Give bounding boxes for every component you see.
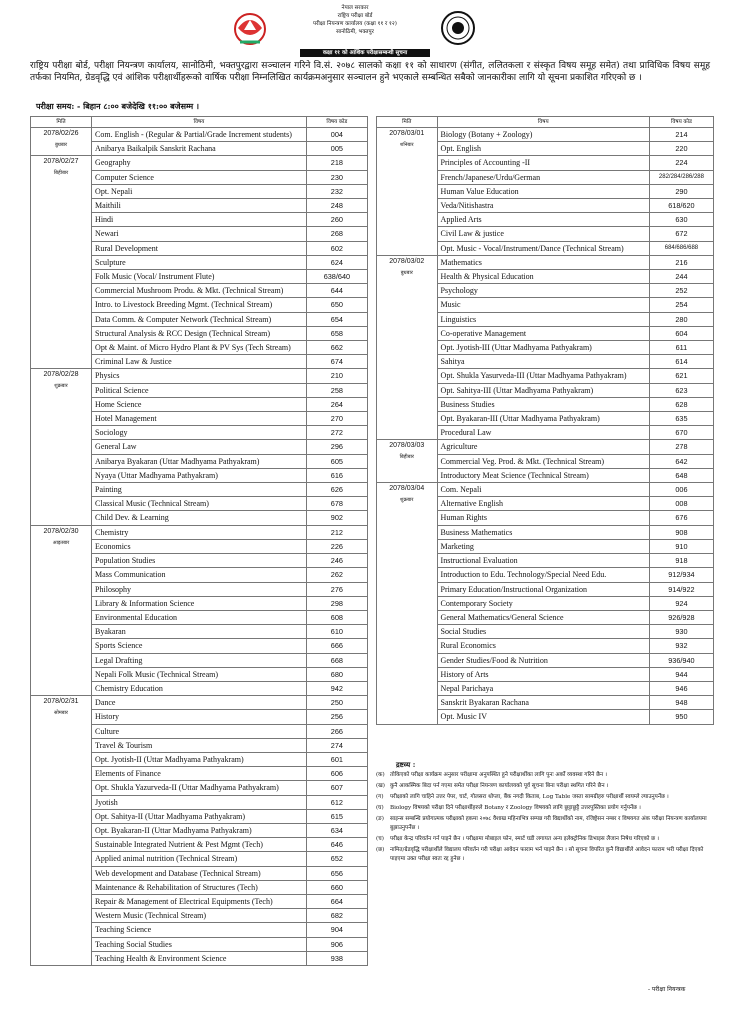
note-item: [376, 771, 711, 780]
subject-code: 656: [306, 866, 367, 880]
subject-code: 004: [306, 128, 367, 142]
schedule-table-right: [376, 116, 714, 725]
note-item: [376, 804, 711, 813]
subject-name: Opt. Byakaran-II (Uttar Madhyama Pathyakram): [92, 823, 307, 837]
subject-name: Opt. Jyotish-III (Uttar Madhyama Pathyakram): [437, 341, 649, 355]
subject-name: French/Japanese/Urdu/German: [437, 170, 649, 184]
notes-section: [376, 760, 711, 864]
table-row: [31, 696, 368, 710]
subject-code: 946: [649, 681, 713, 695]
subject-name: Jyotish: [92, 795, 307, 809]
note-item: [376, 835, 711, 844]
subject-code: 906: [306, 937, 367, 951]
subject-code: 218: [306, 156, 367, 170]
subject-name: Civil Law & justice: [437, 227, 649, 241]
subject-name: Human Rights: [437, 511, 649, 525]
subject-name: Elements of Finance: [92, 767, 307, 781]
subject-name: Travel & Tourism: [92, 738, 307, 752]
subject-code: 602: [306, 241, 367, 255]
subject-name: Home Science: [92, 397, 307, 411]
col-code: विषय कोड: [306, 117, 367, 128]
subject-code: 232: [306, 184, 367, 198]
subject-code: 652: [306, 852, 367, 866]
subject-code: 006: [649, 483, 713, 497]
table-row: [377, 255, 714, 269]
subject-name: Opt. Byakaran-III (Uttar Madhyama Pathyakram): [437, 412, 649, 426]
subject-name: Hindi: [92, 213, 307, 227]
exam-date: 2078/02/27: [43, 158, 79, 166]
subject-name: Teaching Social Studies: [92, 937, 307, 951]
org-header: [270, 4, 440, 36]
subject-name: Introductory Meat Science (Technical Stream): [437, 468, 649, 482]
header: [0, 0, 730, 62]
subject-name: Data Comm. & Computer Network (Technical Stream): [92, 312, 307, 326]
table-header-row: [377, 117, 714, 128]
subject-code: 678: [306, 497, 367, 511]
subject-code: 262: [306, 568, 367, 582]
exam-date-cell: [377, 440, 438, 483]
subject-code: 646: [306, 838, 367, 852]
subject-name: Economics: [92, 539, 307, 553]
org-line-1: नेपाल सरकार: [341, 5, 369, 11]
exam-date-cell: [31, 369, 92, 525]
subject-code: 662: [306, 341, 367, 355]
subject-name: Procedural Law: [437, 426, 649, 440]
subject-name: Com. Nepali: [437, 483, 649, 497]
note-item: [376, 782, 711, 791]
subject-name: Sanskrit Byakaran Rachana: [437, 696, 649, 710]
subject-code: 260: [306, 213, 367, 227]
subject-code: 654: [306, 312, 367, 326]
subject-name: Mass Communication: [92, 568, 307, 582]
subject-name: Introduction to Edu. Technology/Special Need Edu.: [437, 568, 649, 582]
subject-code: 902: [306, 511, 367, 525]
exam-date: 2078/02/28: [43, 371, 79, 379]
subject-name: Veda/Nitishastra: [437, 199, 649, 213]
subject-name: Alternative English: [437, 497, 649, 511]
subject-name: Rural Development: [92, 241, 307, 255]
board-seal-icon: [440, 10, 476, 46]
subject-name: Opt. Nepali: [92, 184, 307, 198]
subject-name: Applied animal nutrition (Technical Stream): [92, 852, 307, 866]
subject-code: 614: [649, 355, 713, 369]
subject-code: 210: [306, 369, 367, 383]
exam-weekday: बिहीबार: [53, 170, 69, 177]
subject-name: Library & Information Science: [92, 596, 307, 610]
subject-name: Opt. Shukla Yasurveda-III (Uttar Madhyama Pathyakram): [437, 369, 649, 383]
subject-name: Repair & Management of Electrical Equipments (Tech): [92, 894, 307, 908]
subject-code: 252: [649, 284, 713, 298]
notes-heading: द्रष्टव्य :: [396, 760, 416, 769]
subject-name: Web development and Database (Technical Stream): [92, 866, 307, 880]
org-line-2: राष्ट्रिय परीक्षा बोर्ड: [337, 13, 373, 19]
table-row: [31, 525, 368, 539]
subject-code: 926/928: [649, 610, 713, 624]
subject-name: Principles of Accounting -II: [437, 156, 649, 170]
subject-code: 276: [306, 582, 367, 596]
subject-name: Biology (Botany + Zoology): [437, 128, 649, 142]
subject-code: 666: [306, 639, 367, 653]
subject-code: 607: [306, 781, 367, 795]
subject-code: 914/922: [649, 582, 713, 596]
subject-code: 216: [649, 255, 713, 269]
note-text: साइन्स सम्बन्धि प्रयोगात्मक परीक्षाको हकमा २०७८ वैशाख महिनाभित्र सम्पन्न गरी विद्यार्थीको नाम, रजिष्ट्रेसन नम्बर र विषयगत अंक परीक्षा नियन्त्रण कार्यालयमा बुझाउनुपर्नेछ ।: [390, 816, 707, 831]
subject-name: Primary Education/Instructional Organization: [437, 582, 649, 596]
subject-code: 912/934: [649, 568, 713, 582]
subject-code: 254: [649, 298, 713, 312]
note-marker: (ग): [376, 794, 384, 800]
col-code: विषय कोड: [649, 117, 713, 128]
subject-name: Applied Arts: [437, 213, 649, 227]
subject-name: Mathematics: [437, 255, 649, 269]
subject-name: Contemporary Society: [437, 596, 649, 610]
subject-code: 932: [649, 639, 713, 653]
schedule-table-left: [30, 116, 368, 966]
signature: - परीक्षा नियन्त्रक: [648, 986, 686, 993]
subject-code: 904: [306, 923, 367, 937]
exam-date: 2078/03/03: [389, 442, 425, 450]
subject-name: Chemistry: [92, 525, 307, 539]
exam-weekday: बिहीबार: [399, 454, 414, 461]
exam-date: 2078/02/26: [43, 130, 79, 137]
note-marker: (घ): [376, 805, 384, 811]
subject-code: 212: [306, 525, 367, 539]
col-date: मिति: [31, 117, 92, 128]
subject-name: Health & Physical Education: [437, 270, 649, 284]
subject-code: 618/620: [649, 199, 713, 213]
subject-code: 621: [649, 369, 713, 383]
subject-name: Hotel Management: [92, 412, 307, 426]
subject-code: 942: [306, 681, 367, 695]
subject-name: Criminal Law & Justice: [92, 355, 307, 369]
notice-title: कक्षा ११ को आंशिक परीक्षासम्बन्धी सूचना: [300, 49, 430, 57]
subject-name: Byakaran: [92, 625, 307, 639]
subject-name: Agriculture: [437, 440, 649, 454]
subject-code: 608: [306, 610, 367, 624]
subject-code: 638/640: [306, 270, 367, 284]
subject-code: 258: [306, 383, 367, 397]
exam-weekday: शुक्रबार: [54, 383, 68, 390]
subject-name: Legal Drafting: [92, 653, 307, 667]
note-item: [376, 815, 711, 833]
note-marker: (च): [376, 836, 384, 842]
subject-code: 244: [649, 270, 713, 284]
subject-code: 680: [306, 667, 367, 681]
subject-name: Opt. Music IV: [437, 710, 649, 724]
subject-name: Political Science: [92, 383, 307, 397]
subject-code: 601: [306, 752, 367, 766]
subject-code: 908: [649, 525, 713, 539]
subject-code: 628: [649, 397, 713, 411]
subject-name: Teaching Health & Environment Science: [92, 951, 307, 965]
subject-code: 256: [306, 710, 367, 724]
subject-code: 226: [306, 539, 367, 553]
subject-code: 918: [649, 554, 713, 568]
subject-name: Sculpture: [92, 255, 307, 269]
subject-name: Nyaya (Uttar Madhyama Pathyakram): [92, 468, 307, 482]
subject-code: 264: [306, 397, 367, 411]
subject-name: Opt. Jyotish-II (Uttar Madhyama Pathyakram): [92, 752, 307, 766]
subject-name: History of Arts: [437, 667, 649, 681]
subject-code: 298: [306, 596, 367, 610]
subject-code: 611: [649, 341, 713, 355]
subject-code: 950: [649, 710, 713, 724]
subject-code: 274: [306, 738, 367, 752]
subject-name: Newari: [92, 227, 307, 241]
notes-list: [376, 771, 711, 864]
subject-code: 670: [649, 426, 713, 440]
table-row: [377, 128, 714, 142]
exam-date: 2078/02/31: [43, 698, 79, 706]
subject-code: 282/284/286/288: [649, 170, 713, 184]
note-item: [376, 793, 711, 802]
subject-code: 224: [649, 156, 713, 170]
subject-code: 630: [649, 213, 713, 227]
exam-date-cell: [31, 525, 92, 695]
subject-name: Culture: [92, 724, 307, 738]
col-date: मिति: [377, 117, 438, 128]
note-text: कुनै आकस्मिक बिदा पर्न गएमा समेत परीक्षा नियन्त्रण कार्यालयको पूर्व सूचना बिना परीक्षा स्थगित गरिने छैन ।: [390, 783, 609, 789]
subject-code: 270: [306, 412, 367, 426]
subject-code: 280: [649, 312, 713, 326]
col-subject: विषय: [437, 117, 649, 128]
subject-name: Nepal Parichaya: [437, 681, 649, 695]
subject-name: Instructional Evaluation: [437, 554, 649, 568]
subject-code: 648: [649, 468, 713, 482]
subject-name: Classical Music (Technical Stream): [92, 497, 307, 511]
subject-name: Opt & Maint. of Micro Hydro Plant & PV Sys (Tech Stream): [92, 341, 307, 355]
subject-code: 616: [306, 468, 367, 482]
subject-code: 266: [306, 724, 367, 738]
nepal-emblem-icon: [230, 8, 270, 48]
exam-weekday: बुधबार: [400, 269, 413, 276]
table-row: [377, 440, 714, 454]
subject-name: Com. English - (Regular & Partial/Grade Increment students): [92, 128, 307, 142]
subject-name: Psychology: [437, 284, 649, 298]
subject-code: 606: [306, 767, 367, 781]
subject-name: Philosophy: [92, 582, 307, 596]
subject-name: Rural Economics: [437, 639, 649, 653]
note-text: परीक्षाको लागि चाहिने उत्तर पेपर, चार्ट, गोलसरा थोप्ला, बैंक नगदी किताब, Log Table जस्ता सामग्रीहरु परीक्षार्थी स्वयम्ले ल्याउनुपर्नेछ ।: [390, 794, 669, 800]
exam-date-cell: [31, 696, 92, 966]
subject-code: 938: [306, 951, 367, 965]
subject-code: 268: [306, 227, 367, 241]
exam-weekday: बुधबार: [54, 142, 68, 148]
subject-code: 635: [649, 412, 713, 426]
subject-code: 668: [306, 653, 367, 667]
note-text: Biology विषयको परीक्षा दिने परीक्षार्थीहरुले Botany र Zoology विषयको लागि छुट्टाछुट्टै उत्तरपुस्तिका प्रयोग गर्नुपर्नेछ ।: [390, 805, 641, 811]
subject-name: Dance: [92, 696, 307, 710]
subject-code: 610: [306, 625, 367, 639]
subject-name: Western Music (Technical Stream): [92, 909, 307, 923]
subject-code: 660: [306, 880, 367, 894]
subject-code: 644: [306, 284, 367, 298]
subject-code: 296: [306, 440, 367, 454]
subject-name: Commercial Mushroom Produ. & Mkt. (Technical Stream): [92, 284, 307, 298]
exam-weekday: सोमबार: [54, 710, 68, 717]
note-item: [376, 846, 711, 864]
subject-name: Chemistry Education: [92, 681, 307, 695]
subject-name: Maintenance & Rehabilitation of Structures (Tech): [92, 880, 307, 894]
subject-name: Business Mathematics: [437, 525, 649, 539]
note-text: तोकिएको परीक्षा कार्यक्रम अनुसार परीक्षामा अनुपस्थित हुने परीक्षार्थीका लागि पुनः अर्को व्यवस्था गरिने छैन ।: [390, 772, 607, 778]
subject-code: 944: [649, 667, 713, 681]
subject-name: Sahitya: [437, 355, 649, 369]
subject-name: Painting: [92, 483, 307, 497]
subject-code: 248: [306, 199, 367, 213]
subject-name: Intro. to Livestock Breeding Mgmt. (Technical Stream): [92, 298, 307, 312]
subject-name: Opt. Sahitya-III (Uttar Madhyama Pathyakram): [437, 383, 649, 397]
subject-name: Maithili: [92, 199, 307, 213]
subject-code: 672: [649, 227, 713, 241]
table-header-row: [31, 117, 368, 128]
subject-name: Opt. English: [437, 142, 649, 156]
exam-date: 2078/03/01: [389, 130, 425, 137]
note-marker: (ख): [376, 783, 385, 789]
subject-name: Folk Music (Vocal/ Instrument Flute): [92, 270, 307, 284]
exam-weekday: आइतबार: [52, 539, 70, 546]
subject-name: Gender Studies/Food & Nutrition: [437, 653, 649, 667]
subject-name: Computer Science: [92, 170, 307, 184]
subject-code: 278: [649, 440, 713, 454]
exam-date-cell: [377, 128, 438, 256]
subject-code: 214: [649, 128, 713, 142]
subject-name: Opt. Shukla Yazurveda-II (Uttar Madhyama Pathyakram): [92, 781, 307, 795]
exam-timing: परीक्षा समय: - बिहान ८:०० बजेदेखि ११:०० बजेसम्म ।: [36, 101, 199, 111]
subject-name: History: [92, 710, 307, 724]
subject-code: 682: [306, 909, 367, 923]
table-row: [31, 156, 368, 170]
subject-name: General Law: [92, 440, 307, 454]
subject-code: 623: [649, 383, 713, 397]
subject-code: 924: [649, 596, 713, 610]
subject-code: 910: [649, 539, 713, 553]
note-marker: (ङ): [376, 816, 384, 822]
exam-date-cell: [377, 483, 438, 724]
subject-code: 290: [649, 184, 713, 198]
subject-code: 246: [306, 554, 367, 568]
subject-code: 650: [306, 298, 367, 312]
exam-date: 2078/03/02: [389, 257, 425, 265]
subject-code: 624: [306, 255, 367, 269]
note-marker: (क): [376, 772, 385, 778]
table-row: [31, 369, 368, 383]
subject-code: 604: [649, 326, 713, 340]
exam-weekday: शुक्रबार: [400, 497, 414, 504]
subject-name: General Mathematics/General Science: [437, 610, 649, 624]
subject-name: Linguistics: [437, 312, 649, 326]
col-subject: विषय: [92, 117, 307, 128]
subject-code: 612: [306, 795, 367, 809]
subject-code: 676: [649, 511, 713, 525]
note-text: नामित/ग्रेडवृद्धि परीक्षार्थीले विद्यालय परिवर्तन गरी परीक्षा आवेदन फाराम भर्न पाइने छैन । सो सूचना विपरित कुनै विद्यार्थीले आवेदन फाराम भरी परीक्षा दिएको पाइएमा उक्त परीक्षा स्वतः रद्द हुनेछ ।: [390, 847, 704, 862]
org-line-3: परीक्षा नियन्त्रण कार्यालय (कक्षा ११ र १२): [313, 21, 397, 27]
subject-name: Human Value Education: [437, 184, 649, 198]
subject-name: Anibarya Byakaran (Uttar Madhyama Pathyakram): [92, 454, 307, 468]
subject-name: Sports Science: [92, 639, 307, 653]
subject-code: 605: [306, 454, 367, 468]
subject-name: Nepali Folk Music (Technical Stream): [92, 667, 307, 681]
subject-name: Business Studies: [437, 397, 649, 411]
exam-weekday: शनिबार: [399, 142, 414, 148]
table-row: [31, 128, 368, 142]
subject-name: Marketing: [437, 539, 649, 553]
subject-code: 674: [306, 355, 367, 369]
subject-name: Physics: [92, 369, 307, 383]
subject-name: Co-operative Management: [437, 326, 649, 340]
subject-code: 930: [649, 625, 713, 639]
subject-code: 250: [306, 696, 367, 710]
note-text: परीक्षा केन्द्र परिवर्तन गर्न पाइने छैन । परीक्षामा मोबाइल फोन, स्मार्ट घडी लगायत अन्य इलेक्ट्रोनिक डिभाइस लैजान निषेध गरिएको छ ।: [390, 836, 659, 842]
subject-code: 005: [306, 142, 367, 156]
exam-date-cell: [377, 255, 438, 440]
subject-name: Geography: [92, 156, 307, 170]
subject-code: 936/940: [649, 653, 713, 667]
subject-name: Sustainable Integrated Nutrient & Pest Mgmt (Tech): [92, 838, 307, 852]
subject-name: Environmental Education: [92, 610, 307, 624]
subject-name: Commercial Veg. Prod. & Mkt. (Technical Stream): [437, 454, 649, 468]
exam-date-cell: [31, 156, 92, 369]
subject-name: Music: [437, 298, 649, 312]
subject-code: 658: [306, 326, 367, 340]
subject-code: 642: [649, 454, 713, 468]
subject-code: 626: [306, 483, 367, 497]
subject-name: Opt. Music - Vocal/Instrument/Dance (Technical Stream): [437, 241, 649, 255]
subject-name: Opt. Sahitya-II (Uttar Madhyama Pathyakram): [92, 809, 307, 823]
intro-paragraph: राष्ट्रिय परीक्षा बोर्ड, परीक्षा नियन्त्रण कार्यालय, सानोठिमी, भक्तपुरद्वारा सञ्चालन गरिने वि.सं. २०७८ सालको कक्षा ११ को साधारण (संगीत, ललितकला र संस्कृत विषय समूह समेत) तथा प्राविधिक विषय समूह तर्फका नियमित, ग्रेडवृद्धि एवं आंशिक परीक्षार्थीहरूको वार्षिक परीक्षा निम्नलिखित कार्यक्रमअनुसार सञ्चालन हुने भएकाले सम्बन्धित सबैको जानकारीका लागि यो सूचना प्रकाशित गरिएको छ ।: [30, 61, 710, 83]
subject-name: Structural Analysis & RCC Design (Technical Stream): [92, 326, 307, 340]
subject-name: Anibarya Baikalpik Sanskrit Rachana: [92, 142, 307, 156]
table-row: [377, 483, 714, 497]
exam-date-cell: [31, 128, 92, 156]
subject-code: 664: [306, 894, 367, 908]
subject-name: Sociology: [92, 426, 307, 440]
subject-name: Child Dev. & Learning: [92, 511, 307, 525]
subject-code: 220: [649, 142, 713, 156]
subject-code: 230: [306, 170, 367, 184]
subject-code: 948: [649, 696, 713, 710]
subject-code: 008: [649, 497, 713, 511]
subject-code: 684/686/688: [649, 241, 713, 255]
exam-date: 2078/02/30: [43, 527, 79, 535]
subject-code: 615: [306, 809, 367, 823]
exam-date: 2078/03/04: [389, 485, 425, 493]
subject-code: 272: [306, 426, 367, 440]
subject-name: Social Studies: [437, 625, 649, 639]
subject-code: 634: [306, 823, 367, 837]
subject-name: Teaching Science: [92, 923, 307, 937]
org-line-4: सानोठिमी, भक्तपुर: [336, 29, 374, 35]
note-marker: (छ): [376, 847, 385, 853]
subject-name: Population Studies: [92, 554, 307, 568]
